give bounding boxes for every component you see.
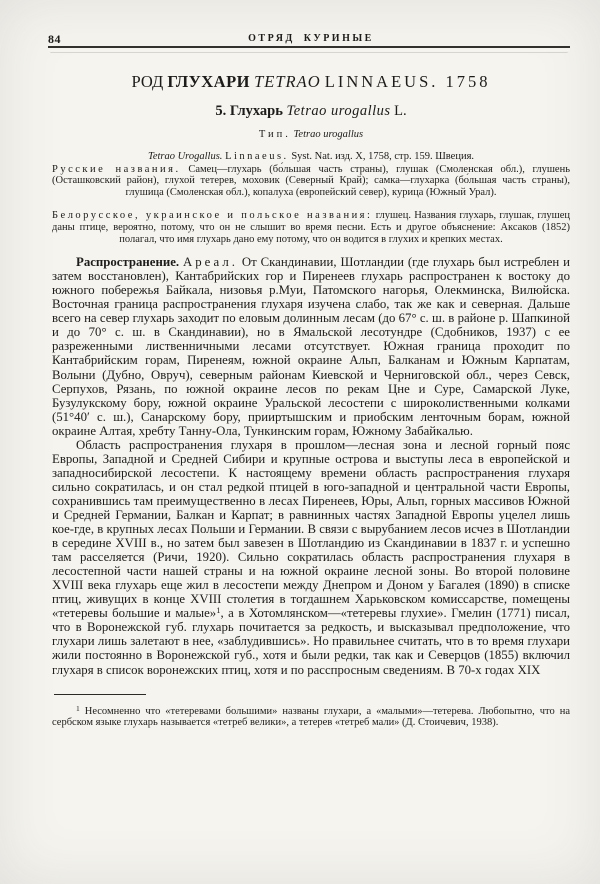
other-names-text: глушец. Названия глухарь, глушак, глушец даны птице, вероятно, потому, что он не слышит во время песни. Есть и другое объяснение: Аксаков (1852) полагал, что имя глухарь дано ему потому, что он водится в глухих и крепких местах. — [52, 210, 570, 245]
genus-heading — [52, 72, 570, 92]
species-latin: Tetrao urogallus — [286, 103, 391, 119]
paragraph-range-history — [52, 438, 570, 677]
citation-line — [52, 151, 570, 163]
footnote-marker: 1 — [76, 703, 80, 713]
type-line — [52, 129, 570, 140]
citation-latin: Tetrao Urogallus. — [147, 151, 223, 162]
range-history-text: Область распространения глухаря в прошлом—лесная зона и лесной горный пояс Европы, Западной и Средней Сибири и крупные острова и выступы леса в европейской и западносибирской лесостепи. К настоящему времени область распространения глухаря сильно сократилась, и он стал редкой птицей в юго-западной и центральной части Европы, сохранившись там преимущественно в лесах Пиренеев, Юры, Альп, горных массивов Южной и Средней Германии, Балкан и Карпат; в равнинных частях Западной Европы уцелел лишь кое-где, в крупных лесах Польши и Германии. В связи с вырубанием лесов исчез в Шотландии в середине XVIII в., но затем был завезен в Шотландию из Скандинавии в 1837 г. и успешно там расселяется (Ричи, 1920). Сильно сократилась область распространения глухаря в лесостепной части нашей страны и на южной окраине лесной зоны. Во второй половине XVIII века глухарь еще жил в лесостепи между Днепром и Доном у Багалея (1890) в списке птиц, живущих в конце XVIII столетия в тогдашнем Харьковском комиссарстве, помещены «тетеревы большие и малые» — [52, 437, 570, 621]
distribution-lead-bold: Распространение. — [76, 255, 180, 270]
genus-prefix: РОД — [131, 72, 164, 91]
page-header — [48, 30, 570, 46]
genus-latin: TETRAO — [254, 72, 321, 91]
distribution-text: От Скандинавии, Шотландии (где глухарь был истреблен и затем восстановлен), Кантабрийских гор и Пиренеев глухарь распространен к востоку до южного побережья Байкала, низовья р.Муи, Патомского нагорья, Олекминска, Вилюйска. Восточная граница распространения глухаря изучена слабо, так же как и северная. Дальше всего на север глухарь заходит по еловым долинным лесам (до 67° с. ш. в районе р. Шапкиной и до 70° с. ш. в Скандинавии), но в Ямальской лесотундре (Сдобников, 1937) с ее разреженными лиственничными лесами отсутствует. Южная граница проходит по Кантабрийским горам, Пиренеям, южной окраине Альп, Балканам и Южным Карпатам, Волыни (Дубно, Овруч), северным районам Киевской и Черниговской обл., через Севск, Серпухов, Рязань, по южной окраине лесов по рекам Цне и Суре, Самарской Луке, Бузулукскому бору, южной окраине Уральской лесостепи с широколиственными колками (51°40′ с. ш.), Санарскому бору, прииртышским и приобским ленточным борам, южной окраине Алтая, хребту Танну-Ола, Тункинским горам, Южному Забайкалью. — [52, 255, 571, 438]
type-label: Тип. — [258, 129, 291, 140]
distribution-lead-spaced: Ареал. — [183, 255, 238, 270]
citation-author: Linnaeus. — [225, 151, 289, 162]
running-head: ОТРЯД КУРИНЫЕ — [248, 33, 374, 44]
russian-names-lead: Русские названия. — [52, 163, 181, 175]
paragraph-distribution — [52, 255, 570, 438]
genus-author-year: LINNAEUS. 1758 — [324, 72, 491, 91]
type-value: Tetrao urogallus — [293, 129, 364, 140]
species-number-name: 5. Глухарь — [215, 103, 283, 119]
citation-rest: Syst. Nat. изд. X, 1758, стр. 159. Швеция. — [291, 151, 475, 162]
footnote-separator — [54, 694, 146, 695]
range-history-text-after: , а в Хотомлянском—«тетеревы глухие». Гмелин (1771) писал, что в Воронежской губ. глухарь почитается за редкость, и высказывал предположение, что глухари лишь залетают в нее, «заблудившись». Но правильнее считать, что в то время глухари жили постоянно в Воронежской губ., хотя и были редки, так как и Северцов (1855) включил глухаря в список воронежских птиц, хотя и по расспросным сведениям. В 70-х годах XIX — [52, 606, 570, 677]
russian-names-text: Самец—глухарь (бо́льшая часть страны), глушак (Смоленская обл.), глушень (Осташковский район), глухой тетерев, моховик (Северный Край); самка—глухарка (бо́льшая часть страны), глушица (Смоленская обл.), копалуха (европейский север), курица (Южный Урал). — [52, 163, 570, 198]
header-rule — [48, 46, 570, 51]
footnote-text: Несомненно что «тетеревами большими» названы глухари, а «малыми»—тетерева. Любопытно, что на сербском языке глухарь называется «тетреб велики», а тетерев «тетреб мали» (Д. Стоичевич, 1938). — [52, 705, 570, 729]
other-names-paragraph — [52, 210, 570, 245]
russian-names-paragraph — [52, 164, 570, 199]
other-names-lead: Белорусское, украинское и польское названия: — [52, 210, 373, 222]
footnote-reference: 1 — [216, 605, 221, 616]
footnote — [52, 703, 570, 729]
genus-name: ГЛУХАРИ — [167, 72, 250, 91]
species-heading — [52, 103, 570, 120]
page-number: 84 — [48, 32, 61, 46]
species-author: L. — [394, 103, 407, 119]
